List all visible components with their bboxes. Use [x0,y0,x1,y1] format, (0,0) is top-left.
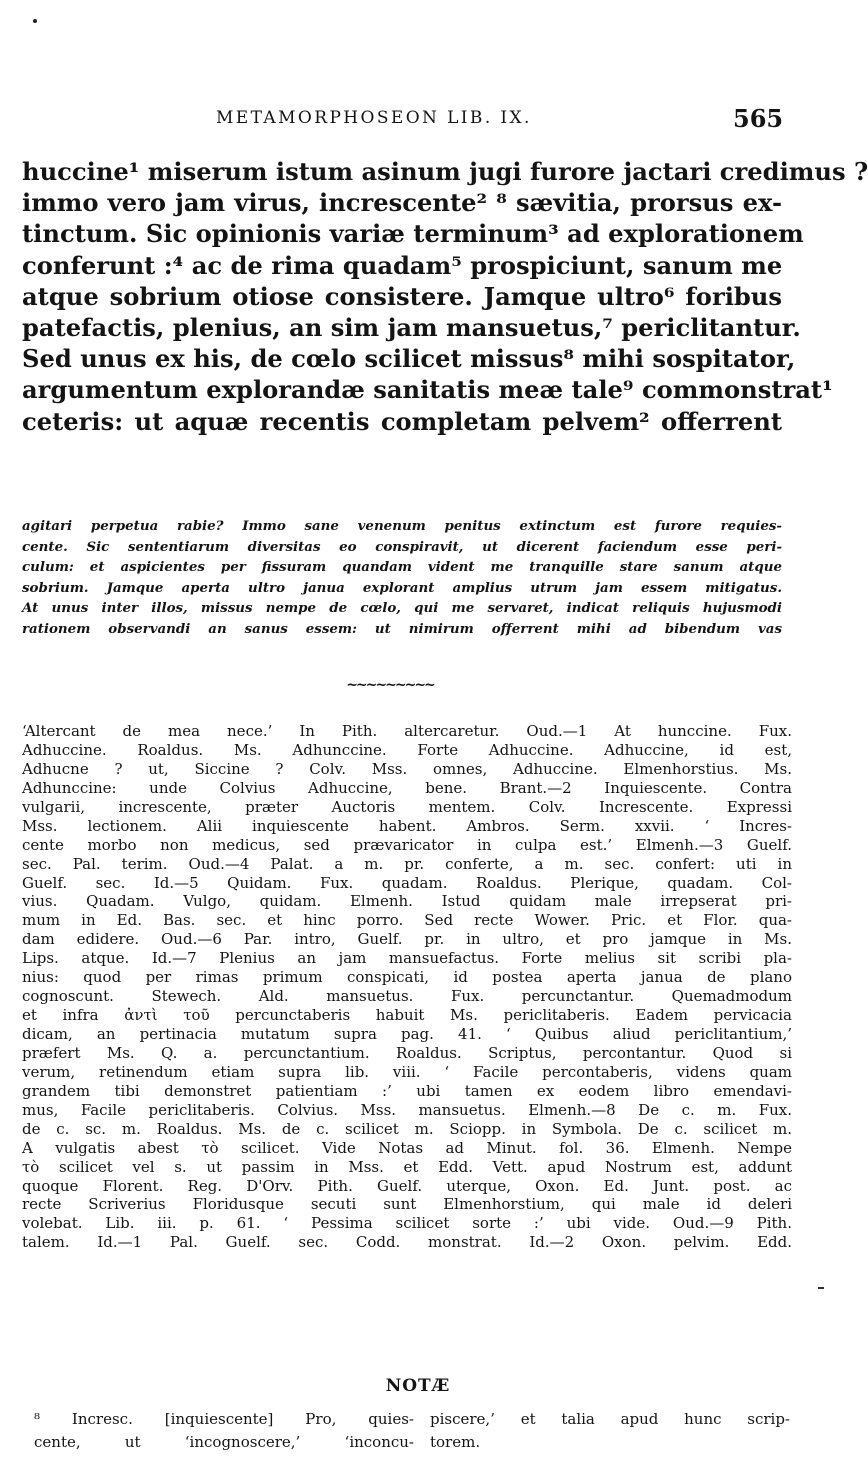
notes-column-right [430,1408,790,1454]
apparatus-line: vulgarii, increscente, præter Auctoris mentem. Colv. Increscente. Expressi [22,797,792,816]
notae-heading: NOTÆ [385,1376,451,1396]
apparatus-line: recte Scriverius Floridusque secuti sunt Elmenhorstium, qui male id deleri [22,1195,792,1214]
main-latin-text [22,156,868,437]
text-line: ceteris: ut aquæ recentis completam pelvem² offerrent [22,406,782,436]
apparatus-line: Adhunccine: unde Colvius Adhuccine, bene. Brant.—2 Inquiescente. Contra [22,778,792,797]
interpretatio-paraphrase [22,516,782,639]
running-title: METAMORPHOSEON LIB. IX. [216,108,532,128]
apparatus-line: τὸ scilicet vel s. ut passim in Mss. et Edd. Vett. apud Nostrum est, addunt [22,1157,792,1176]
apparatus-line: et infra ἀντὶ τοῦ percunctaberis habuit Ms. periclitaberis. Eadem pervicacia [22,1006,792,1025]
apparatus-line: verum, retinendum etiam supra lib. viii. ‘ Facile percontaberis, videns quam [22,1062,792,1081]
apparatus-line: cognoscunt. Stewech. Ald. mansuetus. Fux. percunctantur. Quemadmodum [22,987,792,1006]
apparatus-line: de c. sc. m. Roaldus. Ms. de c. scilicet m. Sciopp. in Symbola. De c. scilicet m. [22,1119,792,1138]
variant-readings-apparatus [22,722,792,1252]
apparatus-line: vius. Quadam. Vulgo, quidam. Elmenh. Istud quidam male irrepserat pri- [22,892,792,911]
text-line: argumentum explorandæ sanitatis meæ tale⁹ commonstrat¹ [22,375,833,405]
page-number: 565 [733,104,784,133]
notes-column-left [34,1408,414,1454]
apparatus-line: Mss. lectionem. Alii inquiescente habent. Ambros. Serm. xxvii. ‘ Incres- [22,816,792,835]
apparatus-line: sec. Pal. terim. Oud.—4 Palat. a m. pr. conferte, a m. sec. confert: uti in [22,854,792,873]
paraphrase-line: sobrium. Jamque aperta ultro janua explorant amplius utrum jam essem mitigatus. [22,579,782,596]
apparatus-line: ‘Altercant de mea nece.’ In Pith. altercaretur. Oud.—1 At hunccine. Fux. [22,722,792,740]
paraphrase-line: culum: et aspicientes per fissuram quandam vident me tranquille stare sanum atque [22,559,782,575]
apparatus-line: dicam, an pertinacia mutatum supra pag. 41. ‘ Quibus aliud periclitantium,’ [22,1025,792,1043]
paraphrase-line: rationem observandi an sanus essem: ut nimirum offerrent mihi ad bibendum vas [22,620,782,637]
apparatus-line: mus, Facile periclitaberis. Colvius. Mss. mansuetus. Elmenh.—8 De c. m. Fux. [22,1100,792,1119]
apparatus-line: Adhuccine. Roaldus. Ms. Adhunccine. Forte Adhuccine. Adhuccine, id est, [22,740,792,759]
paraphrase-line: agitari perpetua rabie? Immo sane venenum penitus extinctum est furore requies- [22,518,782,534]
ink-speck [33,19,37,23]
ornamental-divider: ~~~~~~~~~ [346,677,434,693]
apparatus-line: grandem tibi demonstret patientiam :’ ubi tamen ex eodem libro emendavi- [22,1081,792,1100]
paraphrase-line: At unus inter illos, missus nempe de cœlo, qui me servaret, indicat reliquis hujusmodi [22,600,782,616]
apparatus-line: cente morbo non medicus, sed prævaricator in culpa est.’ Elmenh.—3 Guelf. [22,835,792,854]
note-line: ⁸ Incresc. [inquiescente] Pro, quies- [34,1410,414,1428]
margin-mark [818,1287,824,1289]
text-line: immo vero jam virus, increscente² ⁸ sævitia, prorsus ex- [22,188,782,218]
note-line: piscere,’ et talia apud hunc scrip- [430,1410,790,1428]
apparatus-line: Lips. atque. Id.—7 Plenius an jam mansuefactus. Forte melius sit scribi pla- [22,949,792,968]
text-line: conferunt :⁴ ac de rima quadam⁵ prospiciunt, sanum me [22,250,783,280]
text-line: patefactis, plenius, an sim jam mansuetus,⁷ periclitantur. [22,312,801,342]
text-line: atque sobrium otiose consistere. Jamque ultro⁶ foribus [22,281,782,311]
apparatus-line: quoque Florent. Reg. D'Orv. Pith. Guelf. uterque, Oxon. Ed. Junt. post. ac [22,1176,792,1195]
note-line: torem. [430,1433,481,1451]
apparatus-line: Adhucne ? ut, Siccine ? Colv. Mss. omnes, Adhuccine. Elmenhorstius. Ms. [22,759,792,778]
apparatus-line: dam edidere. Oud.—6 Par. intro, Guelf. pr. in ultro, et pro jamque in Ms. [22,930,792,949]
apparatus-line: nius: quod per rimas primum conspicati, id postea aperta janua de plano [22,968,792,987]
apparatus-line: præfert Ms. Q. a. percunctantium. Roaldus. Scriptus, percontantur. Quod si [22,1043,792,1062]
paraphrase-line: cente. Sic sententiarum diversitas eo conspiravit, ut dicerent faciendum esse peri- [22,538,782,555]
page-header [0,104,836,134]
apparatus-line: A vulgatis abest τὸ scilicet. Vide Notas ad Minut. fol. 36. Elmenh. Nempe [22,1138,792,1157]
apparatus-line: volebat. Lib. iii. p. 61. ‘ Pessima scilicet sorte :’ ubi vide. Oud.—9 Pith. [22,1214,792,1233]
apparatus-line: Guelf. sec. Id.—5 Quidam. Fux. quadam. Roaldus. Plerique, quadam. Col- [22,873,792,892]
text-line: huccine¹ miserum istum asinum jugi furore jactari credimus ? [22,157,868,186]
text-line: tinctum. Sic opinionis variæ terminum³ ad explorationem [22,219,804,249]
note-line: cente, ut ‘incognoscere,’ ‘inconcu- [34,1433,414,1451]
apparatus-line: mum in Ed. Bas. sec. et hinc porro. Sed recte Wower. Pric. et Flor. qua- [22,911,792,930]
text-line: Sed unus ex his, de cœlo scilicet missus⁸ mihi sospitator, [22,344,796,374]
apparatus-line: talem. Id.—1 Pal. Guelf. sec. Codd. monstrat. Id.—2 Oxon. pelvim. Edd. [22,1233,792,1252]
